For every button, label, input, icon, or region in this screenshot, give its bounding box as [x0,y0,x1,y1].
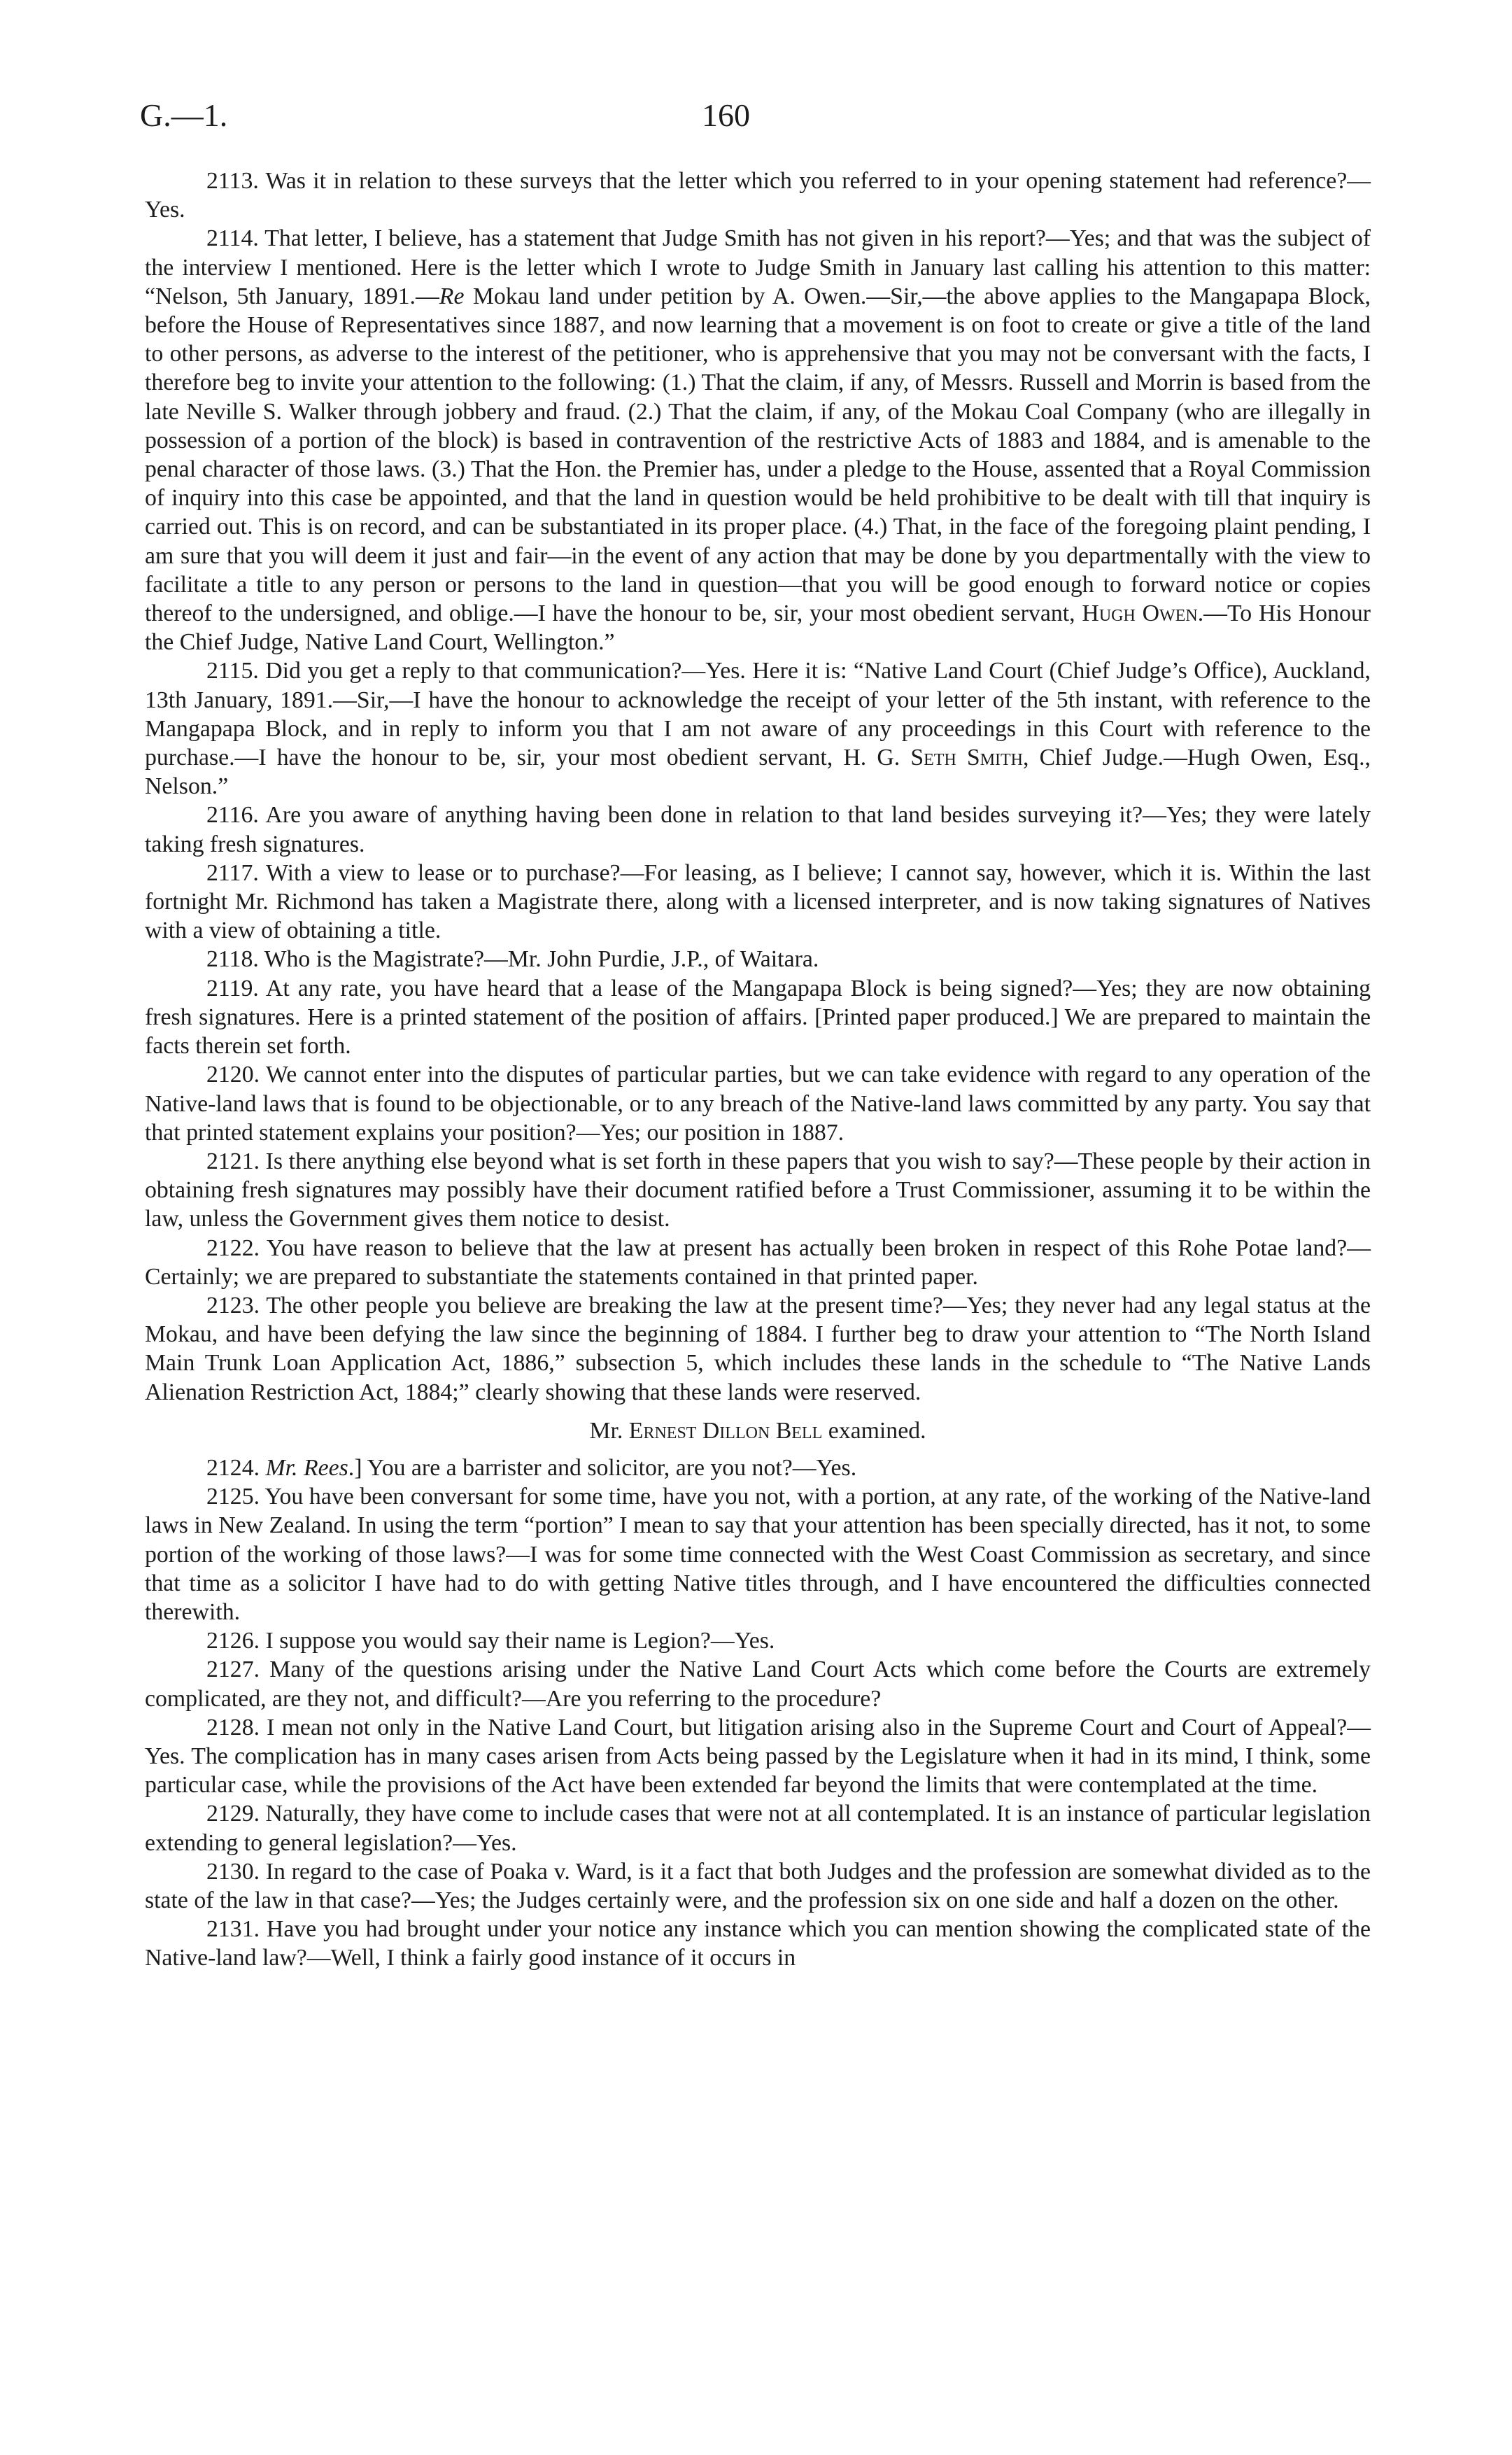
paragraph-2120: 2120. We cannot enter into the disputes of particular parties, but we can take evidence with regard to any operation of the Native-land laws that is found to be objectionable, or to any breach of the Native-land laws committed by any party. You say that that printed statement explains your position?—Yes; our position in 1887. [145,1062,1371,1146]
paragraph-2114-signer: Hugh Owen [1082,600,1198,627]
paragraph-2124-rest: .] You are a barrister and solicitor, are you not?—Yes. [348,1454,857,1481]
paragraph-2129: 2129. Naturally, they have come to include cases that were not at all contemplated. It is an instance of particular legislation extending to general legislation?—Yes. [145,1801,1371,1856]
paragraph-2113: 2113. Was it in relation to these surveys that the letter which you referred to in your opening statement had reference?—Yes. [145,168,1371,223]
paragraph-2127: 2127. Many of the questions arising under the Native Land Court Acts which come before the Courts are extremely complicated, are they not, and difficult?—Are you referring to the procedure? [145,1656,1371,1712]
paragraph-2128: 2128. I mean not only in the Native Land Court, but litigation arising also in the Supreme Court and Court of Appeal?—Yes. The complication has in many cases arisen from Acts being passed by the Legislature when it had in its mind, I think, some particular case, while the provisions of the Act have been extended far beyond the limits that were contemplated at the time. [145,1714,1371,1799]
witness-heading [145,1416,1371,1445]
paragraph-2130: 2130. In regard to the case of Poaka v. Ward, is it a fact that both Judges and the profession are somewhat divided as to the state of the law in that case?—Yes; the Judges certainly were, and the profession six on one side and half a dozen on the other. [145,1858,1371,1913]
paragraph-2117: 2117. With a view to lease or to purchase?—For leasing, as I believe; I cannot say, however, which it is. Within the last fortnight Mr. Richmond has taken a Magistrate there, along with a licensed interpreter, and is now taking signatures of Natives with a view of obtaining a title. [145,859,1371,944]
paragraph-2122: 2122. You have reason to believe that the law at present has actually been broken in respect of this Rohe Potae land?—Certainly; we are prepared to substantiate the statements contained in that printed paper. [145,1234,1371,1290]
paragraph-2124-number: 2124. [206,1454,266,1481]
page-number: 160 [702,97,750,133]
paragraph-2114 [145,224,1371,656]
paragraph-2115-part2: , Chief Judge.—Hugh Owen, Esq., Nelson.” [145,745,1371,800]
paragraph-2115-part1: 2115. Did you get a reply to that communication?—Yes. Here it is: “Native Land Court (Chief Judge’s Office), Auckland, 13th January, 1891.—Sir,—I have the honour to acknowledge the receipt of your letter of the 5th instant, with reference to the Mangapapa Block, and in reply to inform you that I am not aware of any proceedings in this Court with reference to the purchase.—I have the honour to be, sir, your most obedient servant, H. G. [145,658,1371,771]
witness-heading-prefix: Mr. [589,1417,629,1444]
paragraph-2115-signer: Seth Smith [910,745,1024,771]
paragraph-2124-questioner: Mr. Rees [265,1454,348,1481]
witness-name: Ernest Dillon Bell [628,1417,823,1444]
paragraph-2131: 2131. Have you had brought under your notice any instance which you can mention showing the complicated state of the Native-land law?—Well, I think a fairly good instance of it occurs in [145,1916,1371,1971]
paragraph-2123: 2123. The other people you believe are breaking the law at the present time?—Yes; they never had any legal status at the Mokau, and have been defying the law since the beginning of 1884. I further beg to draw your attention to “The North Island Main Trunk Loan Application Act, 1886,” subsection 5, which includes these lands in the schedule to “The Native Lands Alienation Restriction Act, 1884;” clearly showing that these lands were reserved. [145,1292,1371,1405]
paragraph-2116: 2116. Are you aware of anything having been done in relation to that land besides surveying it?—Yes; they were lately taking fresh signatures. [145,802,1371,857]
section-reference: G.—1. [140,97,228,133]
paragraph-2119: 2119. At any rate, you have heard that a lease of the Mangapapa Block is being signed?—Yes; they are now obtaining fresh signatures. Here is a printed statement of the position of affairs. [Printed paper produced.] We are prepared to maintain the facts therein set forth. [145,975,1371,1060]
paragraph-2125: 2125. You have been conversant for some time, have you not, with a portion, at any rate, of the working of the Native-land laws in New Zealand. In using the term “portion” I mean to say that your attention has been specially directed, has it not, to some portion of the working of those laws?—I was for some time connected with the West Coast Commission as secretary, and since that time as a solicitor I have had to do with getting Native titles through, and I have encountered the difficulties connected therewith. [145,1484,1371,1625]
paragraph-2121: 2121. Is there anything else beyond what is set forth in these papers that you wish to say?—These people by their action in obtaining fresh signatures may possibly have their document ratified before a Trust Commissioner, assuming it to be within the law, unless the Government gives them notice to desist. [145,1148,1371,1232]
paragraph-2115 [145,656,1371,801]
paragraph-2118: 2118. Who is the Magistrate?—Mr. John Purdie, J.P., of Waitara. [206,946,819,973]
document-body [145,167,1371,1973]
paragraph-2124 [145,1454,1371,1482]
witness-heading-suffix: examined. [822,1417,926,1444]
paragraph-2114-part1: 2114. That letter, I believe, has a statement that Judge Smith has not given in his report?—Yes; and that was the subject of the interview I mentioned. Here is the letter which I wrote to Judge Smith in January last calling his attention to this matter: “Nelson, 5th January, 1891.— [145,225,1371,309]
paragraph-2126: 2126. I suppose you would say their name is Legion?—Yes. [206,1628,775,1654]
paragraph-2114-part3: .—To His Honour the Chief Judge, Native Land Court, Wellington.” [145,600,1371,656]
paragraph-2114-part2: Mokau land under petition by A. Owen.—Sir,—the above applies to the Mangapapa Block, before the House of Representatives since 1887, and now learning that a movement is on foot to create or give a title of the land to other persons, as adverse to the interest of the petitioner, who is apprehensive that you may not be conversant with the facts, I therefore beg to invite your attention to the following: (1.) That the claim, if any, of Messrs. Russell and Morrin is based from the late Neville S. Walker through jobbery and fraud. (2.) That the claim, if any, of the Mokau Coal Company (who are illegally in possession of a portion of the block) is based in contravention of the restrictive Acts of 1883 and 1884, and is amenable to the penal character of those laws. (3.) That the Hon. the Premier has, under a pledge to the House, assented that a Royal Commission of inquiry into this case be appointed, and that the land in question would be held prohibitive to be dealt with till that inquiry is carried out. This is on record, and can be substantiated in its proper place. (4.) That, in the face of the foregoing plaint pending, I am sure that you will deem it just and fair—in the event of any action that may be done by you departmentally with the view to facilitate a title to any person or persons to the land in question—that you will be good enough to forward notice or copies thereof to the undersigned, and oblige.—I have the honour to be, sir, your most obedient servant, [145,283,1371,627]
paragraph-2114-re: Re [439,283,465,309]
